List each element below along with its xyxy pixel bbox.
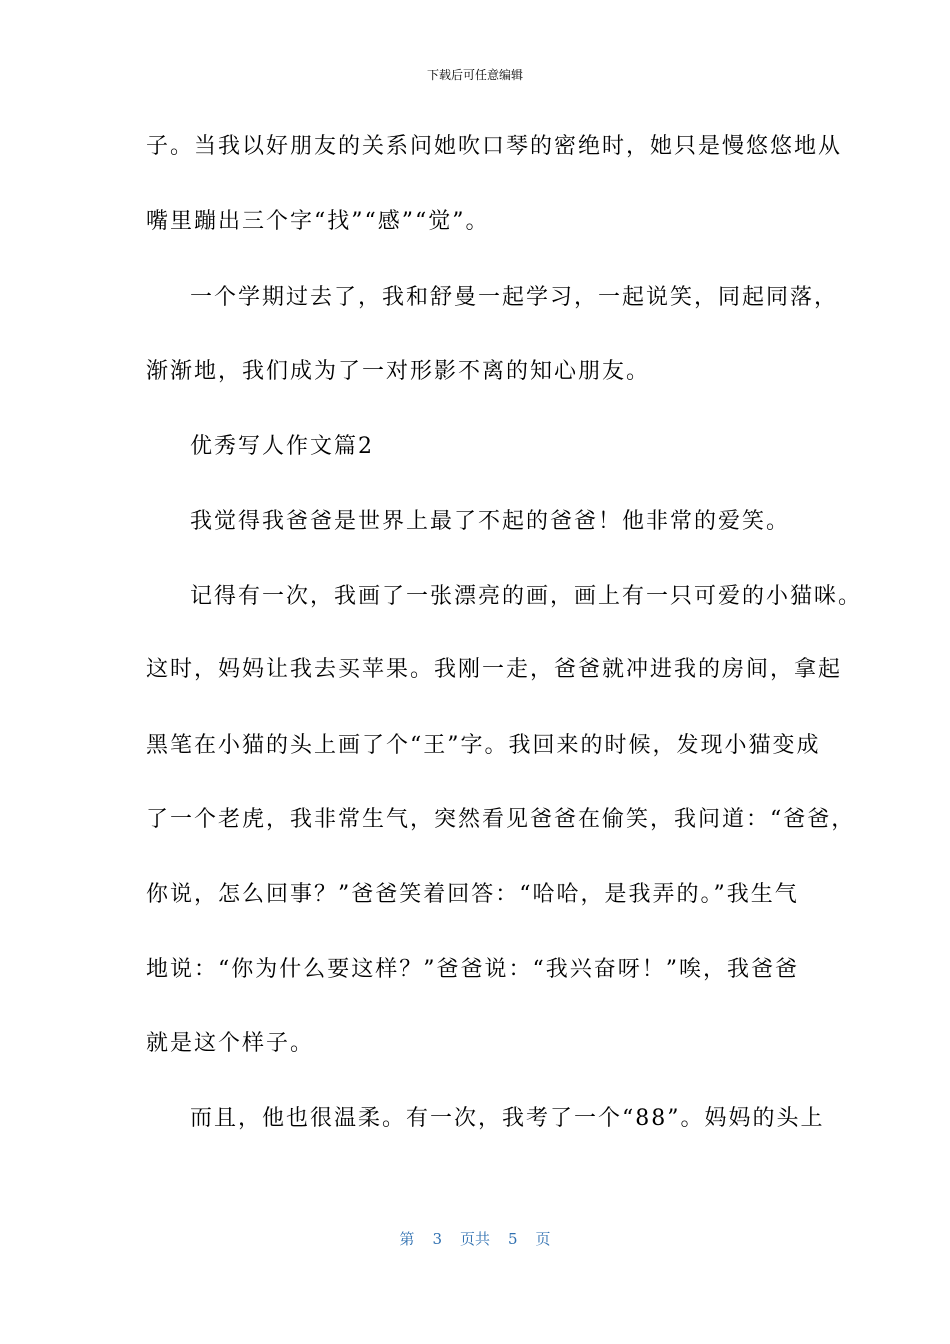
footer-prefix: 第 — [399, 1230, 415, 1248]
body-line: 记得有一次，我画了一张漂亮的画，画上有一只可爱的小猫咪。 — [190, 584, 863, 609]
body-line: 了一个老虎，我非常生气，突然看见爸爸在偷笑，我问道：“爸爸， — [146, 807, 856, 832]
page-footer — [0, 1228, 950, 1249]
body-line: 渐渐地，我们成为了一对形影不离的知心朋友。 — [146, 359, 651, 384]
body-line: 黑笔在小猫的头上画了个“王”字。我回来的时候，发现小猫变成 — [146, 733, 821, 758]
section-heading: 优秀写人作文篇2 — [190, 434, 374, 459]
current-page-number: 3 — [432, 1230, 442, 1248]
body-line: 而且，他也很温柔。有一次，我考了一个“88”。妈妈的头上 — [190, 1106, 825, 1131]
footer-suffix: 页 — [535, 1230, 551, 1248]
body-line: 子。当我以好朋友的关系问她吹口琴的密绝时，她只是慢悠悠地从 — [146, 134, 843, 159]
page-header: 下载后可任意编辑 — [426, 68, 523, 82]
body-line: 一个学期过去了，我和舒曼一起学习，一起说笑，同起同落， — [190, 285, 839, 310]
body-line: 就是这个样子。 — [146, 1031, 315, 1056]
body-line: 地说：“你为什么要这样？”爸爸说：“我兴奋呀！”唉，我爸爸 — [146, 957, 799, 982]
body-line: 我觉得我爸爸是世界上最了不起的爸爸！他非常的爱笑。 — [190, 509, 791, 534]
body-line: 这时，妈妈让我去买苹果。我刚一走，爸爸就冲进我的房间，拿起 — [146, 657, 843, 682]
footer-middle: 页共 — [459, 1230, 490, 1248]
body-line: 你说，怎么回事？”爸爸笑着回答：“哈哈，是我弄的。”我生气 — [146, 882, 799, 907]
body-line: 嘴里蹦出三个字“找”“感”“觉”。 — [146, 209, 490, 234]
total-pages-number: 5 — [508, 1230, 518, 1248]
